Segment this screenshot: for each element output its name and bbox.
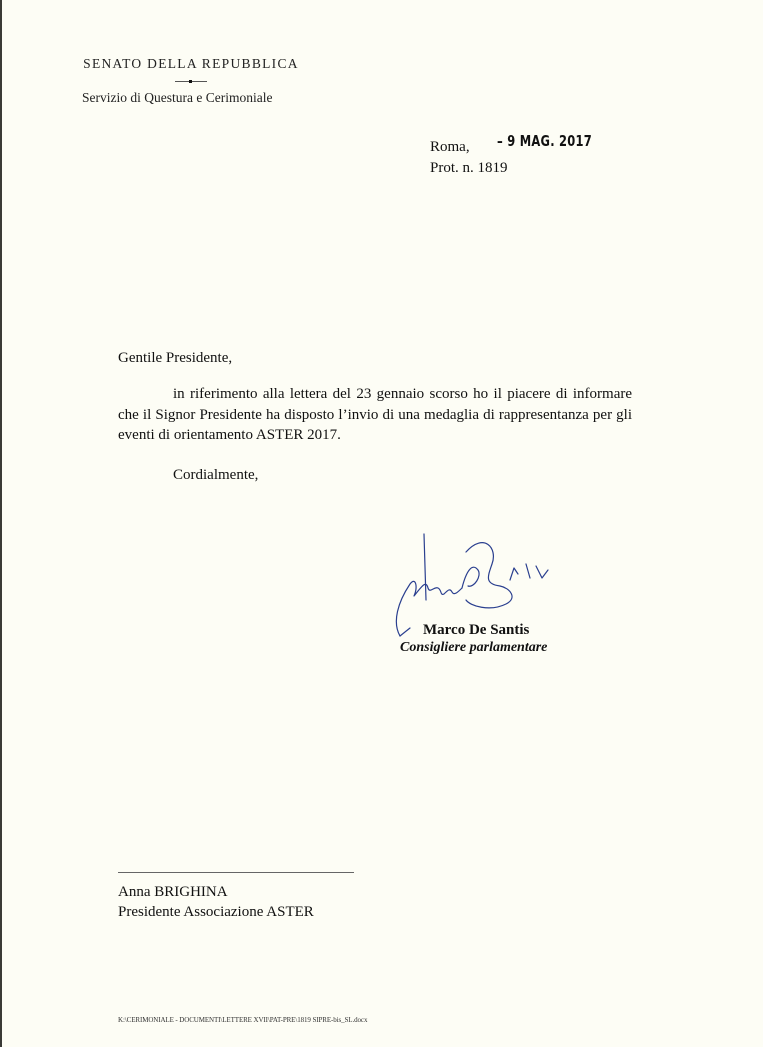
signer-name: Marco De Santis <box>423 622 530 638</box>
letter-body: in riferimento alla lettera del 23 gennaio scorso ho il piacere di informare che il Signor Presidente ha disposto l’invio di una medaglia di rappresentanza per gli eventi di orientamento ASTER 2017. <box>118 386 632 443</box>
document-file-path: K:\CERIMONIALE - DOCUMENTI\LETTERE XVII\PAT-PRE\1819 SIPRE-bis_SL.docx <box>118 1016 368 1024</box>
ornament-divider <box>175 81 207 82</box>
closing: Cordialmente, <box>173 467 259 483</box>
date-stamp: – 9 MAG. 2017 <box>497 132 593 150</box>
place-date-row <box>430 132 609 158</box>
recipient-name: Anna BRIGHINA <box>118 884 228 900</box>
institution-name: SENATO DELLA REPUBBLICA <box>83 56 299 71</box>
scan-edge <box>0 0 2 1047</box>
letterhead <box>66 56 316 106</box>
salutation: Gentile Presidente, <box>118 350 233 366</box>
recipient-block <box>118 882 314 922</box>
signer-title: Consigliere parlamentare <box>400 640 548 655</box>
protocol-number: Prot. n. 1819 <box>430 160 508 176</box>
recipient-role: Presidente Associazione ASTER <box>118 904 314 920</box>
recipient-divider <box>118 872 354 873</box>
department-name: Servizio di Questura e Cerimoniale <box>82 90 273 105</box>
place-label: Roma, <box>430 139 470 155</box>
place-date-block <box>430 132 609 179</box>
